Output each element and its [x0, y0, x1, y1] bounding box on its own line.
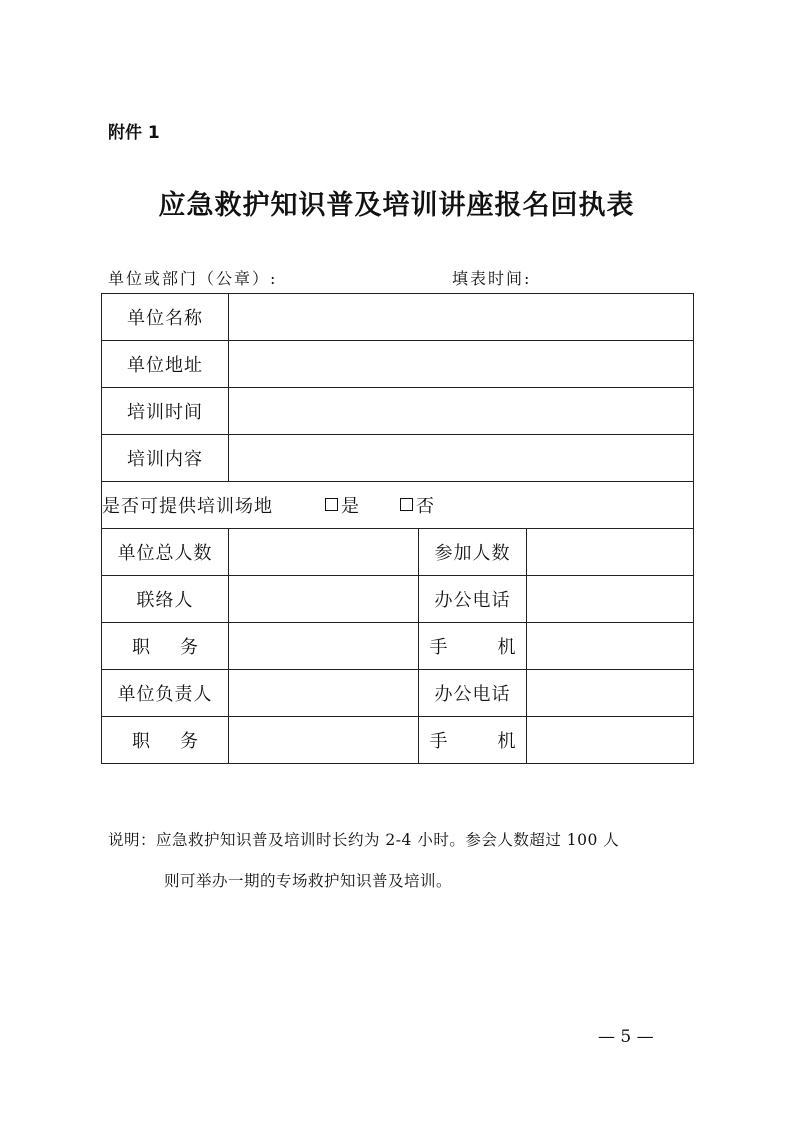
page-number: — 5 — [598, 1027, 654, 1047]
contact-person-field[interactable] [229, 576, 419, 623]
no-checkbox[interactable] [400, 498, 413, 511]
yes-label: 是 [341, 496, 360, 517]
mobile-field[interactable] [527, 623, 694, 670]
unit-leader-field[interactable] [229, 670, 419, 717]
table-row [102, 294, 694, 341]
note-line-2: 则可举办一期的专场救护知识普及培训。 [164, 872, 453, 890]
training-time-field[interactable] [229, 388, 694, 435]
note-line-1: 说明：应急救护知识普及培训时长约为 2-4 小时。参会人数超过 100 人 [108, 831, 620, 849]
position-label: 职 务 [102, 623, 229, 670]
table-row [102, 388, 694, 435]
training-content-field[interactable] [229, 435, 694, 482]
contact-person-label: 联络人 [102, 576, 229, 623]
unit-name-label: 单位名称 [102, 294, 229, 341]
unit-address-field[interactable] [229, 341, 694, 388]
leader-mobile-label: 手 机 [419, 717, 527, 764]
participants-label: 参加人数 [419, 529, 527, 576]
unit-seal-label: 单位或部门（公章）: [108, 269, 278, 288]
fill-date-label: 填表时间: [452, 269, 532, 288]
training-content-label: 培训内容 [102, 435, 229, 482]
office-phone-label: 办公电话 [419, 576, 527, 623]
table-row [102, 482, 694, 529]
table-row [102, 435, 694, 482]
office-phone-field[interactable] [527, 576, 694, 623]
unit-name-field[interactable] [229, 294, 694, 341]
unit-address-label: 单位地址 [102, 341, 229, 388]
venue-row [102, 482, 694, 529]
no-label: 否 [416, 496, 435, 517]
training-time-label: 培训时间 [102, 388, 229, 435]
leader-position-label: 职 务 [102, 717, 229, 764]
position-field[interactable] [229, 623, 419, 670]
table-row [102, 341, 694, 388]
venue-question: 是否可提供培训场地 [102, 496, 273, 517]
leader-office-phone-field[interactable] [527, 670, 694, 717]
unit-leader-label: 单位负责人 [102, 670, 229, 717]
page-title: 应急救护知识普及培训讲座报名回执表 [158, 190, 635, 221]
table-row [102, 670, 694, 717]
table-row [102, 717, 694, 764]
leader-office-phone-label: 办公电话 [419, 670, 527, 717]
total-people-field[interactable] [229, 529, 419, 576]
mobile-label: 手 机 [419, 623, 527, 670]
table-row [102, 623, 694, 670]
attachment-label: 附件 1 [108, 123, 160, 143]
leader-position-field[interactable] [229, 717, 419, 764]
total-people-label: 单位总人数 [102, 529, 229, 576]
table-row [102, 576, 694, 623]
table-row [102, 529, 694, 576]
leader-mobile-field[interactable] [527, 717, 694, 764]
yes-checkbox[interactable] [325, 498, 338, 511]
registration-form [101, 293, 694, 764]
participants-field[interactable] [527, 529, 694, 576]
